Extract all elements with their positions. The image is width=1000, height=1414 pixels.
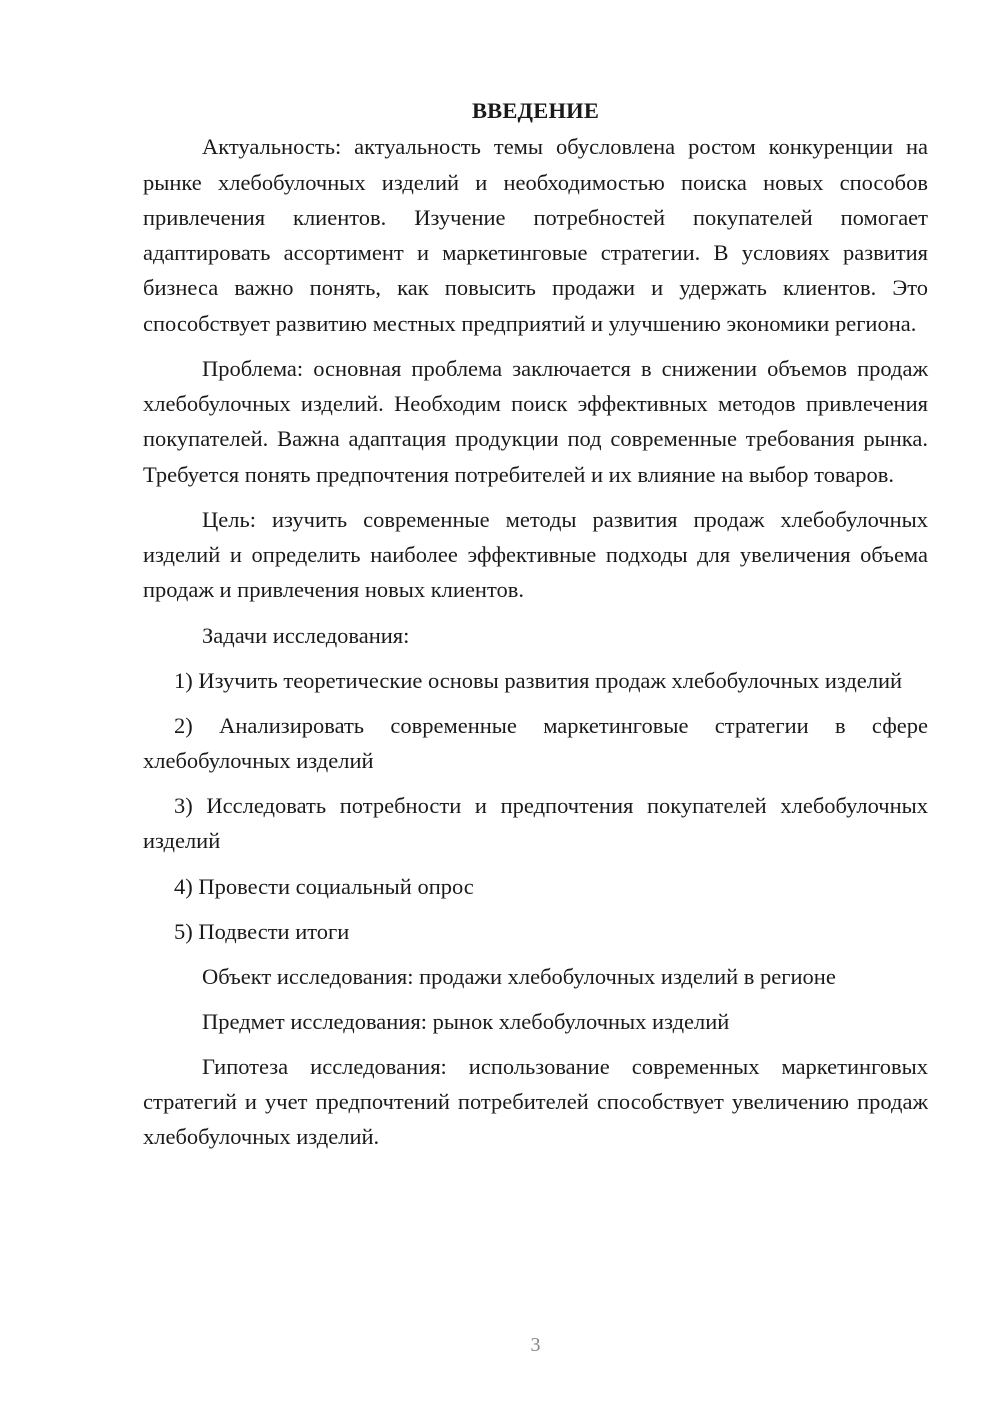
section-title: ВВЕДЕНИЕ xyxy=(471,98,600,123)
page-number: 3 xyxy=(530,1334,541,1356)
research-object: Объект исследования: продажи хлебобулочных изделий в регионе xyxy=(202,963,836,989)
task-item-1: 1) Изучить теоретические основы развития продаж хлебобулочных изделий xyxy=(174,667,903,693)
relevance-paragraph: Актуальность: актуальность темы обусловлена ростом конкуренции на рынке хлебобулочных изделий и необходимостью поиска новых способов привлечения клиентов. Изучение потребностей покупателей помогает адаптировать ассортимент и маркетинговые стратегии. В условиях развития бизнеса важно понять, как повысить продажи и удержать клиентов. Это способствует развитию местных предприятий и улучшению экономики региона. xyxy=(143,134,928,336)
tasks-heading: Задачи исследования: xyxy=(202,622,410,648)
task-item-2: 2) Анализировать современные маркетинговые стратегии в сфере хлебобулочных изделий xyxy=(143,712,928,774)
goal-paragraph: Цель: изучить современные методы развития продаж хлебобулочных изделий и определить наиболее эффективные подходы для увеличения объема продаж и привлечения новых клиентов. xyxy=(143,506,928,603)
problem-paragraph: Проблема: основная проблема заключается в снижении объемов продаж хлебобулочных изделий. Необходим поиск эффективных методов привлечения покупателей. Важна адаптация продукции под современные требования рынка. Требуется понять предпочтения потребителей и их влияние на выбор товаров. xyxy=(143,355,928,487)
task-item-5: 5) Подвести итоги xyxy=(174,918,350,944)
document-body xyxy=(143,93,928,1165)
research-subject: Предмет исследования: рынок хлебобулочных изделий xyxy=(202,1008,730,1034)
task-item-4: 4) Провести социальный опрос xyxy=(174,873,474,899)
research-hypothesis: Гипотеза исследования: использование современных маркетинговых стратегий и учет предпочтений потребителей способствует увеличению продаж хлебобулочных изделий. xyxy=(143,1053,928,1150)
task-item-3: 3) Исследовать потребности и предпочтения покупателей хлебобулочных изделий xyxy=(143,793,928,854)
